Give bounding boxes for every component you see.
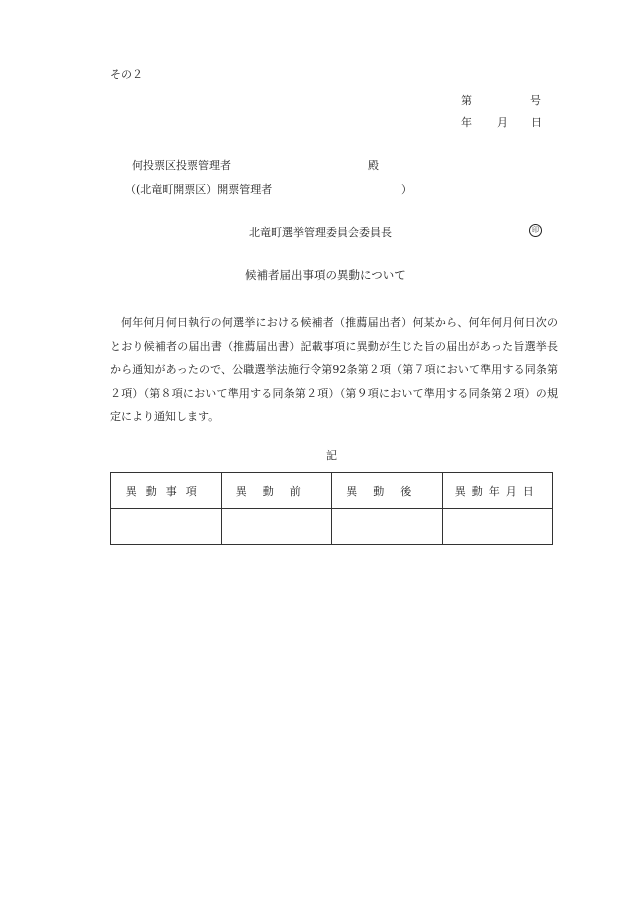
addressee-honorific: 殿 bbox=[368, 159, 379, 172]
header-change-date: 異動年月日 bbox=[442, 473, 553, 509]
date-month: 月 bbox=[497, 116, 508, 129]
table-cell bbox=[111, 509, 222, 545]
form-number: その２ bbox=[110, 68, 143, 81]
document-body: 何年何月何日執行の何選挙における候補者（推薦届出者）何某から、何年何月何日次のとおり候補者の届出書（推薦届出書）記載事項に異動が生じた旨の届出があった旨選挙長から通知があったので、公職選挙法施行令第92条第２項（第７項において準用する同条第２項）（第８項において準用する同条第２項）（第９項において準用する同条第２項）の規定により通知します。 bbox=[110, 316, 558, 423]
document-title: 候補者届出事項の異動について bbox=[245, 268, 406, 282]
seal-mark: 印 bbox=[529, 224, 542, 237]
header-before: 異動前 bbox=[221, 473, 332, 509]
sender-title: 北竜町選挙管理委員会委員長 bbox=[249, 226, 392, 239]
addressee-line2-close: ） bbox=[401, 183, 412, 196]
header-after: 異動後 bbox=[332, 473, 443, 509]
date-year: 年 bbox=[461, 116, 472, 129]
addressee-line2: （(北竜町開票区）開票管理者 bbox=[125, 183, 273, 196]
table-row bbox=[111, 509, 553, 545]
changes-table bbox=[110, 472, 553, 545]
table-cell bbox=[332, 509, 443, 545]
table-cell bbox=[442, 509, 553, 545]
header-change-item: 異動事項 bbox=[111, 473, 222, 509]
addressee-line1: 何投票区投票管理者 bbox=[132, 159, 231, 172]
table-header-row bbox=[111, 473, 553, 509]
number-suffix: 号 bbox=[530, 94, 541, 107]
number-prefix: 第 bbox=[461, 94, 472, 107]
ki-heading: 記 bbox=[326, 449, 337, 462]
table-cell bbox=[221, 509, 332, 545]
date-day: 日 bbox=[531, 116, 542, 129]
